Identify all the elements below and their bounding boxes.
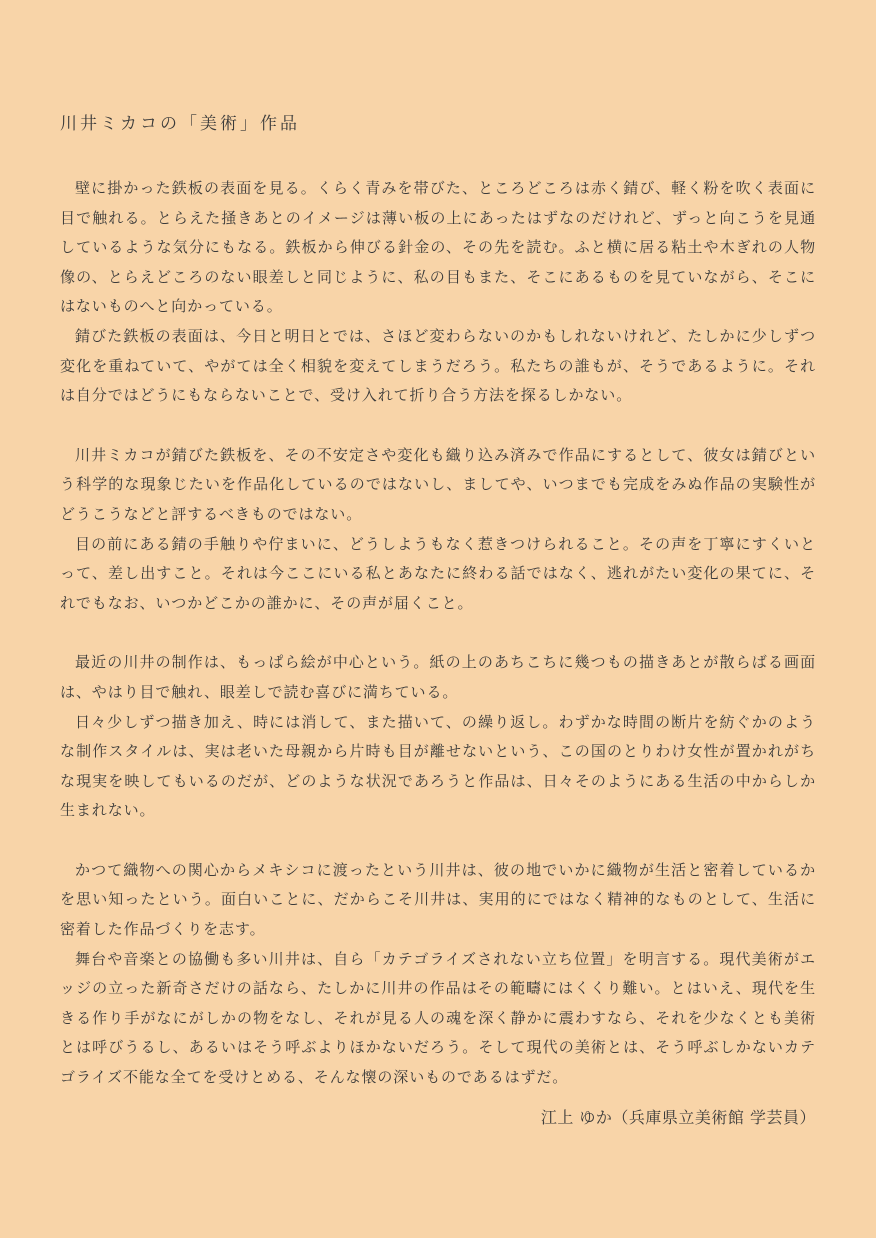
paragraph: 舞台や音楽との協働も多い川井は、自ら「カテゴライズされない立ち位置」を明言する。現代美術がエッジの立った新奇さだけの話なら、たしかに川井の作品はその範疇にはくくり難い。とはいえ、現代を生きる作り手がなにがしかの物をなし、それが見る人の魂を深く静かに震わすなら、それを少なくとも美術とは呼びうるし、あるいはそう呼ぶよりほかないだろう。そして現代の美術とは、そう呼ぶしかないカテゴライズ不能な全てを受けとめる、そんな懐の深いものであるはずだ。	[60, 949, 816, 1087]
paragraph: 目の前にある錆の手触りや佇まいに、どうしようもなく惹きつけられること。その声を丁寧にすくいとって、差し出すこと。それは今ここにいる私とあなたに終わる話ではなく、逃れがたい変化の果てに、それでもなお、いつかどこかの誰かに、その声が届くこと。	[60, 534, 816, 612]
paragraph: 錆びた鉄板の表面は、今日と明日とでは、さほど変わらないのかもしれないけれど、たしかに少しずつ変化を重ねていて、やがては全く相貌を変えてしまうだろう。私たちの誰もが、そうであるように。それは自分ではどうにもならないことで、受け入れて折り合う方法を探るしかない。	[60, 326, 816, 405]
article-title: 川井ミカコの「美術」作品	[60, 114, 300, 134]
author-signature: 江上 ゆか（兵庫県立美術館 学芸員）	[540, 1108, 816, 1127]
article-section-3	[60, 648, 816, 826]
paragraph: 川井ミカコが錆びた鉄板を、その不安定さや変化も織り込み済みで作品にするとして、彼女は錆びという科学的な現象じたいを作品化しているのではないし、ましてや、いつまでも完成をみぬ作品の実験性がどうこうなどと評するべきものではない。	[60, 445, 816, 523]
article-section-4	[60, 856, 816, 1093]
article-section-2	[60, 441, 816, 619]
paragraph: 日々少しずつ描き加え、時には消して、また描いて、の繰り返し。わずかな時間の断片を紡ぐかのような制作スタイルは、実は老いた母親から片時も目が離せないという、この国のとりわけ女性が置かれがちな現実を映してもいるのだが、どのような状況であろうと作品は、日々そのようにある生活の中からしか生まれない。	[60, 712, 816, 820]
paragraph: かつて織物への関心からメキシコに渡ったという川井は、彼の地でいかに織物が生活と密着しているかを思い知ったという。面白いことに、だからこそ川井は、実用的にではなく精神的なものとして、生活に密着した作品づくりを志す。	[60, 860, 816, 939]
paragraph: 壁に掛かった鉄板の表面を見る。くらく青みを帯びた、ところどころは赤く錆び、軽く粉を吹く表面に目で触れる。とらえた掻きあとのイメージは薄い板の上にあったはずなのだけれど、ずっと向こうを見通しているような気分にもなる。鉄板から伸びる針金の、その先を読む。ふと横に居る粘土や木ぎれの人物像の、とらえどころのない眼差しと同じように、私の目もまた、そこにあるものを見ていながら、そこにはないものへと向かっている。	[60, 179, 816, 316]
article-section-1	[60, 174, 816, 411]
paragraph: 最近の川井の制作は、もっぱら絵が中心という。紙の上のあちこちに幾つもの描きあとが散らばる画面は、やはり目で触れ、眼差しで読む喜びに満ちている。	[60, 653, 816, 701]
